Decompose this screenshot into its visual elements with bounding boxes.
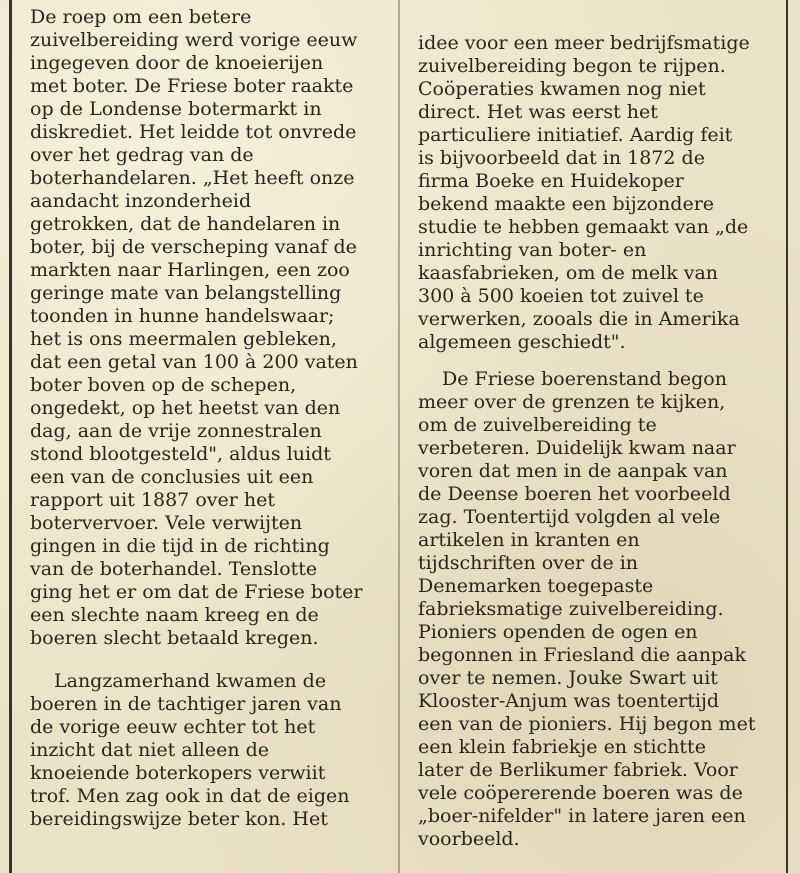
text-line: boter, bij de verscheping vanaf de — [30, 236, 357, 258]
left-border-rule — [9, 0, 12, 873]
paragraph — [418, 32, 780, 354]
text-line: aandacht inzonderheid — [30, 190, 252, 212]
text-line: op de Londense botermarkt in — [30, 98, 322, 120]
text-line: boeren slecht betaald kregen. — [30, 627, 319, 649]
text-line: inzicht dat niet alleen de — [30, 739, 270, 761]
text-line: voorbeeld. — [418, 828, 520, 850]
right-border-rule — [786, 0, 788, 873]
text-line: zag. Toentertijd volgden al vele — [418, 506, 721, 528]
text-line: een klein fabriekje en stichtte — [418, 736, 706, 758]
paragraph-gap — [418, 354, 780, 368]
text-line: ongedekt, op het heetst van den — [30, 397, 341, 419]
text-line: meer over de grenzen te kijken, — [418, 391, 726, 413]
text-line: dat een getal van 100 à 200 vaten — [30, 351, 358, 373]
text-line: Langzamerhand kwamen de — [54, 670, 327, 692]
text-line: zuivelbereiding werd vorige eeuw — [30, 29, 358, 51]
text-line: tijdschriften over de in — [418, 552, 639, 574]
text-line: diskrediet. Het leidde tot onvrede — [30, 121, 357, 143]
text-line: boter boven op de schepen, — [30, 374, 297, 396]
text-line: verwerken, zooals die in Amerika — [418, 308, 740, 330]
text-line: van de boterhandel. Tenslotte — [30, 558, 318, 580]
text-line: De Friese boerenstand begon — [442, 368, 727, 390]
text-line: artikelen in kranten en — [418, 529, 640, 551]
paragraph — [30, 6, 394, 650]
text-line: de vorige eeuw echter tot het — [30, 716, 316, 738]
text-line: direct. Het was eerst het — [418, 101, 658, 123]
text-line: stond blootgesteld", aldus luidt — [30, 443, 331, 465]
paragraph — [418, 368, 780, 851]
text-line: Klooster-Anjum was toentertijd — [418, 690, 720, 712]
text-line: dag, aan de vrije zonnestralen — [30, 420, 322, 442]
right-column — [418, 32, 780, 851]
text-line: over te nemen. Jouke Swart uit — [418, 667, 718, 689]
text-line: particuliere initiatief. Aardig feit — [418, 124, 733, 146]
column-divider — [398, 0, 400, 873]
text-line: Denemarken toegepaste — [418, 575, 654, 597]
text-line: ging het er om dat de Friese boter — [30, 581, 363, 603]
text-line: botervervoer. Vele verwijten — [30, 512, 303, 534]
text-line: De roep om een betere — [30, 6, 252, 28]
text-line: boterhandelaren. „Het heeft onze — [30, 167, 355, 189]
text-line: een slechte naam kreeg en de — [30, 604, 319, 626]
text-line: een van de conclusies uit een — [30, 466, 314, 488]
text-line: Pioniers openden de ogen en — [418, 621, 698, 643]
text-line: getrokken, dat de handelaren in — [30, 213, 341, 235]
text-line: knoeiende boterkopers verwiit — [30, 762, 326, 784]
text-line: idee voor een meer bedrijfsmatige — [418, 32, 750, 54]
text-line: vele coöpererende boeren was de — [418, 782, 743, 804]
text-line: fabrieksmatige zuivelbereiding. — [418, 598, 724, 620]
text-line: algemeen geschiedt". — [418, 331, 626, 353]
text-line: inrichting van boter- en — [418, 239, 647, 261]
text-line: de Deense boeren het voorbeeld — [418, 483, 731, 505]
text-line: Coöperaties kwamen nog niet — [418, 78, 706, 100]
text-line: trof. Men zag ook in dat de eigen — [30, 785, 350, 807]
left-column — [30, 6, 394, 831]
text-line: later de Berlikumer fabriek. Voor — [418, 759, 738, 781]
text-line: om de zuivelbereiding te — [418, 414, 657, 436]
text-line: bereidingswijze beter kon. Het — [30, 808, 328, 830]
text-line: begonnen in Friesland die aanpak — [418, 644, 746, 666]
text-line: markten naar Harlingen, een zoo — [30, 259, 350, 281]
text-line: boeren in de tachtiger jaren van — [30, 693, 342, 715]
text-line: studie te hebben gemaakt van „de — [418, 216, 749, 238]
paragraph-gap — [30, 650, 394, 670]
text-line: verbeteren. Duidelijk kwam naar — [418, 437, 736, 459]
text-line: zuivelbereiding begon te rijpen. — [418, 55, 726, 77]
text-line: over het gedrag van de — [30, 144, 254, 166]
text-line: is bijvoorbeeld dat in 1872 de — [418, 147, 705, 169]
text-line: kaasfabrieken, om de melk van — [418, 262, 719, 284]
text-line: bekend maakte een bijzondere — [418, 193, 715, 215]
text-line: gingen in die tijd in de richting — [30, 535, 330, 557]
paragraph — [30, 670, 394, 831]
text-line: rapport uit 1887 over het — [30, 489, 275, 511]
text-line: ingegeven door de knoeierijen — [30, 52, 324, 74]
text-line: 300 à 500 koeien tot zuivel te — [418, 285, 704, 307]
text-line: geringe mate van belangstelling — [30, 282, 342, 304]
text-line: een van de pioniers. Hij begon met — [418, 713, 756, 735]
text-line: voren dat men in de aanpak van — [418, 460, 728, 482]
text-line: „boer-nifelder" in latere jaren een — [418, 805, 746, 827]
text-line: het is ons meermalen gebleken, — [30, 328, 337, 350]
text-line: met boter. De Friese boter raakte — [30, 75, 354, 97]
text-line: firma Boeke en Huidekoper — [418, 170, 684, 192]
text-line: toonden in hunne handelswaar; — [30, 305, 335, 327]
